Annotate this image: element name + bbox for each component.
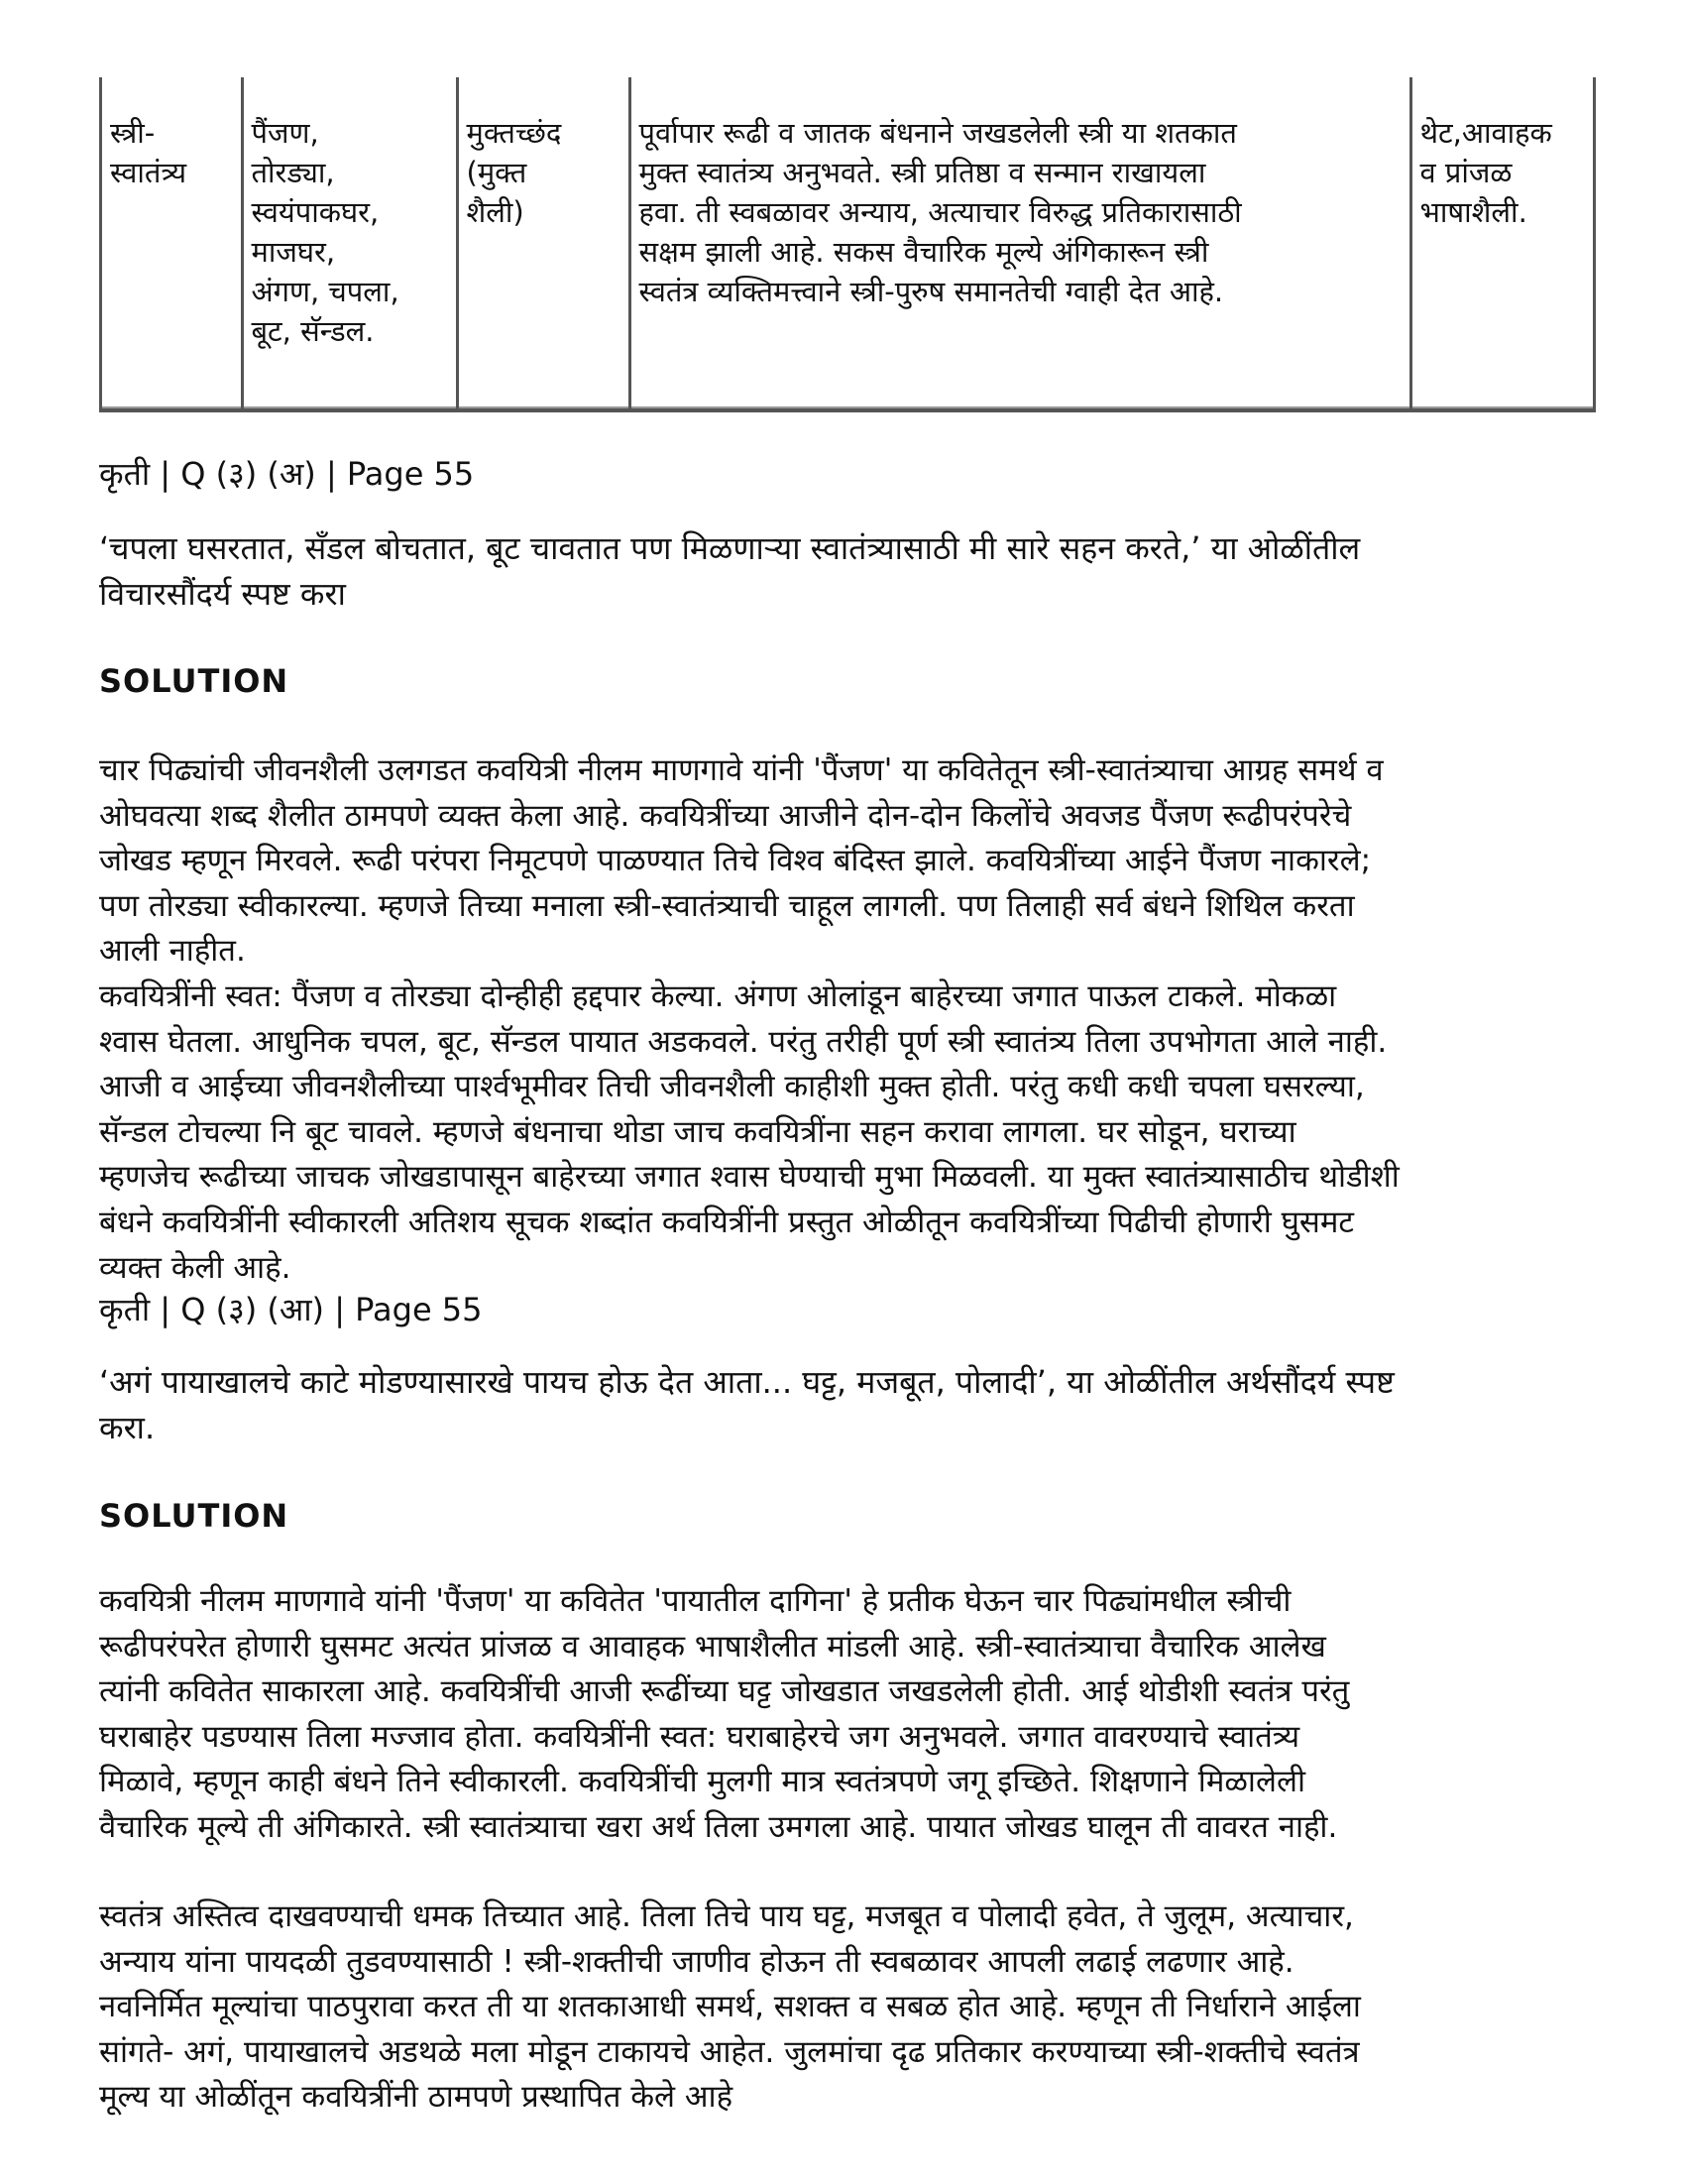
cell-line: भाषाशैली.	[1419, 195, 1527, 229]
cell-line: शैली)	[466, 195, 524, 229]
cell-line: स्वतंत्र व्यक्तिमत्त्वाने स्त्री-पुरुष समानतेची ग्वाही देत आहे.	[638, 275, 1224, 308]
solution-heading: SOLUTION	[99, 662, 289, 700]
question-reference: कृती | Q (३) (आ) | Page 55	[99, 1291, 483, 1328]
cell-line: व प्रांजळ	[1419, 156, 1513, 189]
answer-line: श्वास घेतला. आधुनिक चपल, बूट, सॅन्डल पायात अडकवले. परंतु तरीही पूर्ण स्त्री स्वातंत्र्य तिला उपभोगता आले नाही.	[99, 1023, 1388, 1060]
question-text	[99, 1359, 1395, 1450]
cell-line: पैंजण,	[251, 116, 319, 150]
answer-line: नवनिर्मित मूल्यांचा पाठपुरावा करत ती या शतकाआधी समर्थ, सशक्त व सबळ होत आहे. म्हणून ती निर्धाराने आईला	[99, 1989, 1361, 2025]
answer-line: स्वतंत्र अस्तित्व दाखवण्याची धमक तिच्यात आहे. तिला तिचे पाय घट्ट, मजबूत व पोलादी हवेत, ते जुलूम, अत्याचार,	[99, 1898, 1354, 1934]
cell-line: मुक्तच्छंद	[466, 116, 562, 150]
solution-paragraph	[99, 1895, 1596, 2121]
answer-line: कवयित्रींनी स्वत: पैंजण व तोरड्या दोन्हीही हद्दपार केल्या. अंगण ओलांडून बाहेरच्या जगात पाऊल टाकले. मोकळा	[99, 977, 1337, 1014]
cell-line: थेट,आवाहक	[1419, 116, 1552, 150]
table-row	[102, 77, 1593, 408]
answer-line: व्यक्त केली आहे.	[99, 1249, 291, 1286]
answer-line: रूढीपरंपरेत होणारी घुसमट अत्यंत प्रांजळ व आवाहक भाषाशैलीत मांडली आहे. स्त्री-स्वातंत्र्याचा वैचारिक आलेख	[99, 1628, 1326, 1665]
cell-line: (मुक्त	[466, 156, 527, 189]
cell-line: तोरड्या,	[251, 156, 335, 189]
answer-line: बंधने कवयित्रींनी स्वीकारली अतिशय सूचक शब्दांत कवयित्रींनी प्रस्तुत ओळीतून कवयित्रींच्या पिढीची होणारी घुसमट	[99, 1204, 1355, 1240]
cell-line: पूर्वापार रूढी व जातक बंधनाने जखडलेली स्त्री या शतकात	[638, 116, 1237, 150]
summary-table	[99, 77, 1596, 412]
answer-line: म्हणजेच रूढीच्या जाचक जोखडापासून बाहेरच्या जगात श्वास घेण्याची मुभा मिळवली. या मुक्त स्वातंत्र्यासाठीच थोडीशी	[99, 1159, 1400, 1196]
answer-line: मिळावे, म्हणून काही बंधने तिने स्वीकारली. कवयित्रींची मुलगी मात्र स्वतंत्रपणे जगू इच्छिते. शिक्षणाने मिळालेली	[99, 1764, 1306, 1800]
question-line: विचारसौंदर्य स्पष्ट करा	[99, 575, 346, 613]
cell-line: स्त्री-	[110, 116, 156, 150]
cell-line: स्वयंपाकघर,	[251, 195, 380, 229]
cell-line: स्वातंत्र्य	[110, 156, 187, 189]
question-reference: कृती | Q (३) (अ) | Page 55	[99, 455, 475, 493]
answer-line: सांगते- अगं, पायाखालचे अडथळे मला मोडून टाकायचे आहेत. जुलमांचा दृढ प्रतिकार करण्याच्या स्त्री-शक्तीचे स्वतंत्र	[99, 2033, 1360, 2070]
cell-line: बूट, सॅन्डल.	[251, 314, 375, 348]
question-line: करा.	[99, 1409, 156, 1446]
question-line: ‘अगं पायाखालचे काटे मोडण्यासारखे पायच होऊ देत आता... घट्ट, मजबूत, पोलादी’, या ओळींतील अर्थसौंदर्य स्पष्ट	[99, 1363, 1395, 1401]
cell-line: हवा. ती स्वबळावर अन्याय, अत्याचार विरुद्ध प्रतिकारासाठी	[638, 195, 1242, 229]
answer-line: घराबाहेर पडण्यास तिला मज्जाव होता. कवयित्रींनी स्वत: घराबाहेरचे जग अनुभवले. जगात वावरण्याचे स्वातंत्र्य	[99, 1718, 1300, 1755]
answer-line: ओघवत्या शब्द शैलीत ठामपणे व्यक्त केला आहे. कवयित्रींच्या आजीने दोन-दोन किलोंचे अवजड पैंजण रूढीपरंपरेचे	[99, 797, 1352, 834]
answer-line: सॅन्डल टोचल्या नि बूट चावले. म्हणजे बंधनाचा थोडा जाच कवयित्रींना सहन करावा लागला. घर सोडून, घराच्या	[99, 1113, 1296, 1150]
solution-paragraph	[99, 1579, 1596, 1851]
answer-line: चार पिढ्यांची जीवनशैली उलगडत कवयित्री नीलम माणगावे यांनी 'पैंजण' या कवितेतून स्त्री-स्वातंत्र्याचा आग्रह समर्थ व	[99, 752, 1384, 788]
theme-cell	[102, 77, 242, 408]
answer-line: आजी व आईच्या जीवनशैलीच्या पार्श्वभूमीवर तिची जीवनशैली काहीशी मुक्त होती. परंतु कधी कधी चपला घसरल्या,	[99, 1069, 1365, 1105]
answer-line: वैचारिक मूल्ये ती अंगिकारते. स्त्री स्वातंत्र्याचा खरा अर्थ तिला उमगला आहे. पायात जोखड घालून ती वावरत नाही.	[99, 1808, 1338, 1845]
document-page	[99, 77, 1596, 2116]
cell-line: माजघर,	[251, 235, 336, 269]
style-cell	[1410, 77, 1593, 408]
question-line: ‘चपला घसरतात, सँडल बोचतात, बूट चावतात पण मिळणाऱ्या स्वातंत्र्यासाठी मी सारे सहन करते,’ या ओळींतील	[99, 529, 1361, 567]
answer-line: कवयित्री नीलम माणगावे यांनी 'पैंजण' या कवितेत 'पायातील दागिना' हे प्रतीक घेऊन चार पिढ्यांमधील स्त्रीची	[99, 1583, 1292, 1619]
answer-line: अन्याय यांना पायदळी तुडवण्यासाठी ! स्त्री-शक्तीची जाणीव होऊन ती स्वबळावर आपली लढाई लढणार आहे.	[99, 1943, 1294, 1980]
summary-table-grid	[102, 77, 1593, 408]
question-text	[99, 525, 1360, 617]
solution-paragraph	[99, 748, 1596, 1291]
solution-heading: SOLUTION	[99, 1497, 289, 1535]
answer-line: त्यांनी कवितेत साकारला आहे. कवयित्रींची आजी रूढींच्या घट्ट जोखडात जखडलेली होती. आई थोडीशी स्वतंत्र परंतु	[99, 1673, 1350, 1710]
answer-line: आली नाहीत.	[99, 933, 246, 970]
answer-line: मूल्य या ओळींतून कवयित्रींनी ठामपणे प्रस्थापित केले आहे	[99, 2079, 733, 2116]
form-cell	[457, 77, 629, 408]
answer-line: पण तोरड्या स्वीकारल्या. म्हणजे तिच्या मनाला स्त्री-स्वातंत्र्याची चाहूल लागली. पण तिलाही सर्व बंधने शिथिल करता	[99, 887, 1355, 924]
answer-line: जोखड म्हणून मिरवले. रूढी परंपरा निमूटपणे पाळण्यात तिचे विश्व बंदिस्त झाले. कवयित्रींच्या आईने पैंजण नाकारले;	[99, 843, 1372, 879]
message-cell	[629, 77, 1410, 408]
cell-line: मुक्त स्वातंत्र्य अनुभवते. स्त्री प्रतिष्ठा व सन्मान राखायला	[638, 156, 1206, 189]
cell-line: सक्षम झाली आहे. सकस वैचारिक मूल्ये अंगिकारून स्त्री	[638, 235, 1209, 269]
symbols-cell	[242, 77, 457, 408]
cell-line: अंगण, चपला,	[251, 275, 399, 308]
